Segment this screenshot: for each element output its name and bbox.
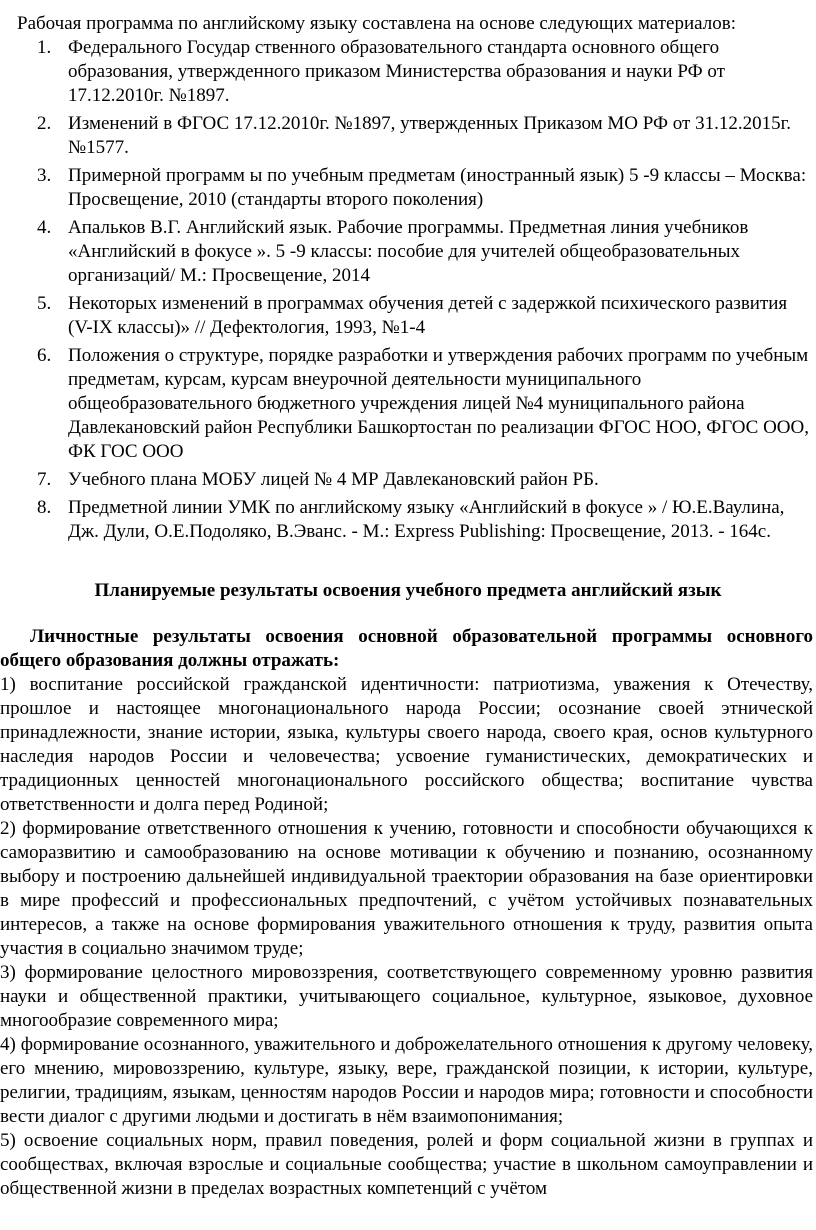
material-item [0,496,814,544]
item-number: 3. [37,165,52,186]
materials-list [0,36,816,544]
item-text: Федерального Государ ственного образовательного стандарта основного общего образования, утвержденного приказом Министерства образования и науки РФ от 17.12.2010г. №1897. [68,37,725,106]
material-item [0,216,814,288]
result-paragraph [0,817,813,961]
paragraph-text: воспитание российской гражданской идентичности: патриотизма, уважения к Отечеству, прошлое и настоящее многонационального народа России; осознание своей этнической принадлежности, знание истории, языка, культуры своего народа, своего края, основ культурного наследия народов России и человечества; усвоение гуманистических, демократических и традиционных ценностей многонационального российского общества; воспитание чувства ответственности и долга перед Родиной; [0,674,814,815]
item-number: 4. [37,217,52,238]
item-number: 2. [37,113,52,134]
item-number: 7. [37,469,52,490]
material-item [0,36,814,108]
section-subheading: Личностные результаты освоения основной образовательной программы основного общего образования должны отражать: [0,626,813,671]
material-item [0,344,814,464]
results-list [0,673,816,1201]
paragraph-number: 5) [0,1130,16,1151]
paragraph-text: формирование осознанного, уважительного и доброжелательного отношения к другому человеку, его мнению, мировоззрению, культуре, языку, вере, гражданской позиции, к истории, культуре, религии, традициям, языкам, ценностям народов России и народов мира; готовности и способности вести диалог с другими людьми и достигать в нём взаимопонимания; [0,1034,813,1127]
material-item [0,164,814,212]
paragraph-number: 3) [0,962,16,983]
item-text: Примерной программ ы по учебным предметам (иностранный язык) 5 -9 классы – Москва: Просвещение, 2010 (стандарты второго поколения) [68,165,807,210]
item-number: 1. [37,37,52,58]
paragraph-number: 1) [0,674,16,695]
paragraph-number: 2) [0,818,16,839]
paragraph-text: освоение социальных норм, правил поведения, ролей и форм социальной жизни в группах и сообществах, включая взрослые и социальные сообщества; участие в школьном самоуправлении и общественной жизни в пределах возрастных компетенций с учётом [0,1130,813,1199]
paragraph-number: 4) [0,1034,16,1055]
item-text: Учебного плана МОБУ лицей № 4 МР Давлекановский район РБ. [68,469,599,490]
section-heading: Планируемые результаты освоения учебного предмета английский язык [94,580,722,601]
material-item [0,468,814,492]
result-paragraph [0,1129,813,1201]
material-item [0,292,814,340]
material-item [0,112,814,160]
item-number: 5. [37,293,52,314]
item-text: Положения о структуре, порядке разработки и утверждения рабочих программ по учебным предметам, курсам, курсам внеурочной деятельности муниципального общеобразовательного бюджетного учреждения лицей №4 муниципального района Давлекановский район Республики Башкортостан по реализации ФГОС НОО, ФГОС ООО, ФК ГОС ООО [68,345,809,462]
paragraph-text: формирование целостного мировоззрения, соответствующего современному уровню развития науки и общественной практики, учитывающего социальное, культурное, языковое, духовное многообразие современного мира; [0,962,813,1031]
intro-line: Рабочая программа по английскому языку составлена на основе следующих материалов: [17,13,736,34]
paragraph-text: формирование ответственного отношения к учению, готовности и способности обучающихся к саморазвитию и самообразованию на основе мотивации к обучению и познанию, осознанному выбору и построению дальнейшей индивидуальной траектории образования на базе ориентировки в мире профессий и профессиональных предпочтений, с учётом устойчивых познавательных интересов, а также на основе формирования уважительного отношения к труду, развития опыта участия в социально значимом труде; [0,818,814,959]
item-text: Апальков В.Г. Английский язык. Рабочие программы. Предметная линия учебников «Английский в фокусе ». 5 -9 классы: пособие для учителей общеобразовательных организаций/ М.: Просвещение, 2014 [68,217,749,286]
item-number: 6. [37,345,52,366]
item-text: Некоторых изменений в программах обучения детей с задержкой психического развития (V-IX классы)» // Дефектология, 1993, №1-4 [68,293,788,338]
item-number: 8. [37,497,52,518]
item-text: Предметной линии УМК по английскому языку «Английский в фокусе » / Ю.Е.Ваулина, Дж. Дули, О.Е.Подоляко, В.Эванс. - М.: Express Publishing: Просвещение, 2013. - 164с. [68,497,785,542]
result-paragraph [0,961,813,1033]
item-text: Изменений в ФГОС 17.12.2010г. №1897, утвержденных Приказом МО РФ от 31.12.2015г. №1577. [68,113,791,158]
result-paragraph [0,673,813,817]
result-paragraph [0,1033,813,1129]
